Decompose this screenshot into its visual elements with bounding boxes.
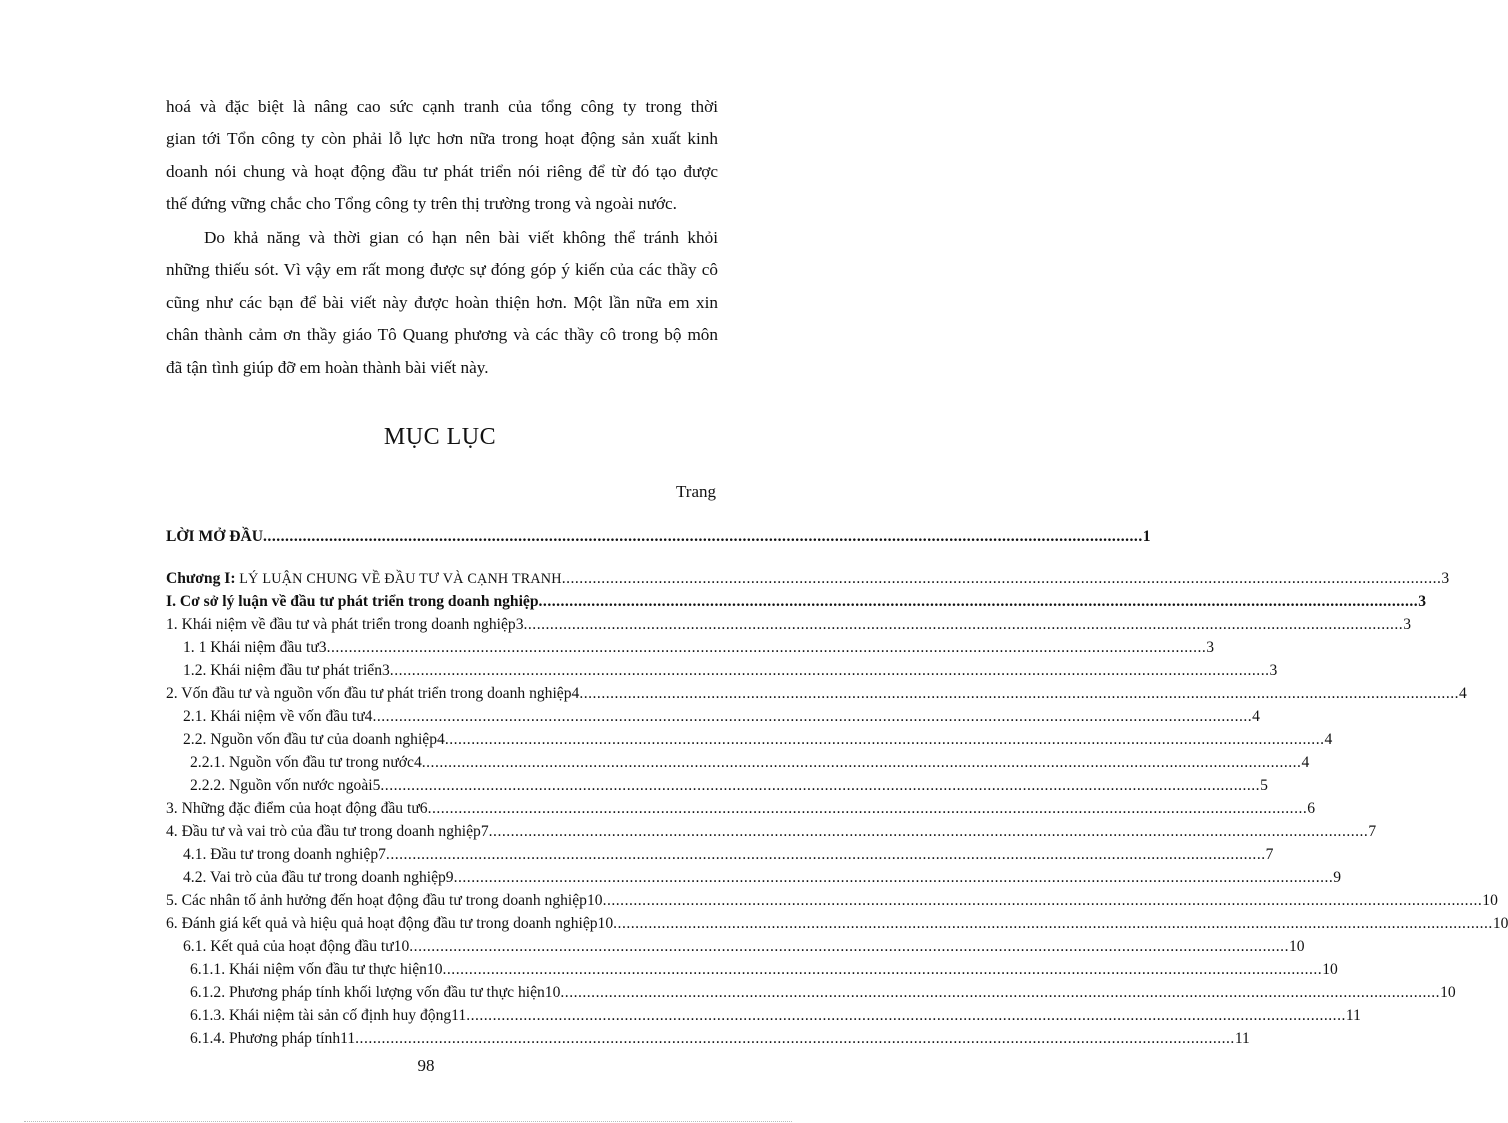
page-number: 98	[417, 1056, 435, 1075]
toc-leader: ........................................................................................................................................................................................................	[409, 938, 1289, 955]
toc-entry[interactable]	[190, 984, 1456, 1008]
toc-entry-page: 7	[1265, 846, 1274, 863]
toc-entry-page: 10	[1492, 915, 1508, 932]
toc-entry-page: 3	[1403, 616, 1411, 633]
paragraph-line: doanh nói chung và hoạt động đầu tư phát triển nói riêng để từ đó tạo được	[166, 161, 718, 181]
toc-entry-page: 1	[1142, 528, 1151, 545]
toc-entry-page: 11	[1234, 1030, 1250, 1047]
toc-entry-text: I. Cơ sở lý luận về đầu tư phát triển trong doanh nghiệp	[166, 593, 539, 610]
toc-entry[interactable]	[190, 777, 1268, 801]
toc-leader: ........................................................................................................................................................................................................	[602, 892, 1483, 909]
toc-leader: ........................................................................................................................................................................................................	[442, 961, 1323, 978]
toc-entry[interactable]	[166, 800, 1316, 824]
toc-entry-page: 10	[1440, 984, 1456, 1001]
toc-entry-text: 1. Khái niệm về đầu tư và phát triển trong doanh nghiệp3	[166, 616, 524, 633]
toc-entry-page: 9	[1333, 869, 1342, 886]
toc-entry[interactable]	[183, 869, 1342, 893]
toc-leader: ........................................................................................................................................................................................................	[326, 639, 1207, 656]
toc-entry-page: 11	[1345, 1007, 1361, 1024]
toc-entry-page: 10	[1322, 961, 1338, 978]
toc-leader: ........................................................................................................................................................................................................	[385, 846, 1266, 863]
toc-entry-page: 5	[1260, 777, 1268, 794]
toc-entry-text: 2.2.1. Nguồn vốn đầu tư trong nước4	[190, 754, 422, 771]
toc-leader: ........................................................................................................................................................................................................	[488, 823, 1369, 840]
toc-entry[interactable]	[183, 639, 1215, 663]
toc-leader: ........................................................................................................................................................................................................	[538, 593, 1419, 610]
toc-entry-text: 6.1.2. Phương pháp tính khối lượng vốn đầu tư thực hiện10	[190, 984, 561, 1001]
page-bottom-rule	[24, 1121, 792, 1122]
toc-entry-page: 3	[1441, 570, 1450, 587]
toc-entry-text: 4.1. Đầu tư trong doanh nghiệp7	[183, 846, 386, 863]
closing-paragraph-2	[166, 222, 718, 384]
toc-leader: ........................................................................................................................................................................................................	[560, 984, 1441, 1001]
toc-entry-page: 3	[1269, 662, 1278, 679]
toc-entry-page: 4	[1324, 731, 1333, 748]
toc-leader: ........................................................................................................................................................................................................	[444, 731, 1325, 748]
toc-entry[interactable]	[166, 685, 1467, 709]
toc-entry-text: 4.2. Vai trò của đầu tư trong doanh nghiệp9	[183, 869, 454, 886]
toc-leader: ........................................................................................................................................................................................................	[466, 1007, 1346, 1024]
toc-entry-text: 2.2.2. Nguồn vốn nước ngoài5	[190, 777, 381, 794]
toc-entry[interactable]	[183, 708, 1260, 732]
toc-leader: ........................................................................................................................................................................................................	[453, 869, 1334, 886]
toc-entry-text: 6.1.1. Khái niệm vốn đầu tư thực hiện10	[190, 961, 443, 978]
toc-entry[interactable]	[183, 846, 1274, 870]
paragraph-line: gian tới Tổn công ty còn phải lỗ lực hơn nữa trong hoạt động sản xuất kinh	[166, 129, 718, 149]
toc-entry-text: 2. Vốn đầu tư và nguồn vốn đầu tư phát triển trong doanh nghiệp4	[166, 685, 580, 702]
toc-entry-text: 2.2. Nguồn vốn đầu tư của doanh nghiệp4	[183, 731, 445, 748]
toc-leader: ........................................................................................................................................................................................................	[380, 777, 1261, 794]
toc-entry[interactable]	[166, 823, 1377, 847]
toc-entry[interactable]	[183, 938, 1305, 962]
toc-leader: ........................................................................................................................................................................................................	[421, 754, 1302, 771]
toc-entry-page: 6	[1307, 800, 1316, 817]
toc-entry-page: 4	[1301, 754, 1310, 771]
toc-entry[interactable]	[183, 662, 1278, 686]
toc-entry-page: 3	[1206, 639, 1215, 656]
toc-entry[interactable]	[166, 892, 1498, 916]
toc-leader: ........................................................................................................................................................................................................	[263, 528, 1143, 545]
toc-entry-text: 6.1.4. Phương pháp tính11	[190, 1030, 356, 1047]
toc-entry[interactable]	[183, 731, 1333, 755]
toc-entry[interactable]	[166, 915, 1508, 939]
paragraph-line: thế đứng vững chắc cho Tổng công ty trên thị trường trong và ngoài nước.	[166, 194, 677, 214]
toc-leader: ........................................................................................................................................................................................................	[372, 708, 1253, 725]
toc-entry-page: 4	[1252, 708, 1260, 725]
toc-entry-text: 6.1. Kết quả của hoạt động đầu tư10	[183, 938, 410, 955]
toc-entry[interactable]	[190, 1030, 1250, 1054]
toc-entry-text: LỜI MỞ ĐẦU	[166, 528, 264, 545]
toc-entry-page: 4	[1459, 685, 1467, 702]
toc-entry-text: 4. Đầu tư và vai trò của đầu tư trong doanh nghiệp7	[166, 823, 489, 840]
toc-entry-page: 10	[1482, 892, 1498, 909]
toc-entry-page: 3	[1418, 593, 1426, 610]
toc-entry[interactable]	[190, 754, 1310, 778]
toc-entry-chapter[interactable]	[166, 570, 1450, 594]
toc-entry-text: 5. Các nhân tố ảnh hưởng đến hoạt động đầu tư trong doanh nghiệp10	[166, 892, 603, 909]
toc-page-column-label: Trang	[676, 482, 716, 501]
toc-leader: ........................................................................................................................................................................................................	[561, 570, 1442, 587]
chapter-prefix: Chương I:	[166, 570, 236, 587]
toc-entry-text: 6. Đánh giá kết quả và hiệu quả hoạt động đầu tư trong doanh nghiệp10	[166, 915, 614, 932]
chapter-title: LÝ LUẬN CHUNG VỀ ĐẦU TƯ VÀ CẠNH TRANH	[235, 571, 562, 587]
toc-entry-intro[interactable]	[166, 528, 1151, 552]
paragraph-line: những thiếu sót. Vì vậy em rất mong được sự đóng góp ý kiến của các thầy cô	[166, 260, 718, 280]
toc-entry[interactable]	[190, 1007, 1361, 1031]
toc-entry-text: 1.2. Khái niệm đầu tư phát triển3	[183, 662, 390, 679]
paragraph-line: đã tận tình giúp đỡ em hoàn thành bài viết này.	[166, 357, 489, 377]
paragraph-line: hoá và đặc biệt là nâng cao sức cạnh tranh của tổng công ty trong thời	[166, 97, 718, 116]
toc-leader: ........................................................................................................................................................................................................	[523, 616, 1404, 633]
toc-entry[interactable]	[166, 616, 1411, 640]
toc-entry[interactable]	[190, 961, 1338, 985]
toc-leader: ........................................................................................................................................................................................................	[389, 662, 1270, 679]
toc-entry-page: 7	[1368, 823, 1377, 840]
paragraph-line: Do khả năng và thời gian có hạn nên bài viết không thể tránh khỏi	[204, 228, 718, 247]
toc-leader: ........................................................................................................................................................................................................	[613, 915, 1493, 932]
toc-entry-text: 1. 1 Khái niệm đầu tư3	[183, 639, 327, 656]
toc-leader: ........................................................................................................................................................................................................	[355, 1030, 1235, 1047]
toc-title: MỤC LỤC	[383, 424, 497, 450]
toc-entry-page: 10	[1288, 938, 1305, 955]
toc-entry-text: 6.1.3. Khái niệm tài sản cố định huy động11	[190, 1007, 467, 1024]
paragraph-line: cũng như các bạn để bài viết này được hoàn thiện hơn. Một lần nữa em xin	[166, 292, 718, 312]
toc-leader: ........................................................................................................................................................................................................	[579, 685, 1460, 702]
paragraph-line: chân thành cảm ơn thầy giáo Tô Quang phương và các thầy cô trong bộ môn	[166, 325, 718, 345]
toc-leader: ........................................................................................................................................................................................................	[427, 800, 1308, 817]
toc-entry-text: 2.1. Khái niệm về vốn đầu tư4	[183, 708, 373, 725]
toc-entry-text: 3. Những đặc điểm của hoạt động đầu tư6	[166, 800, 428, 817]
closing-paragraph-1	[166, 91, 718, 221]
toc-entry[interactable]	[166, 593, 1426, 617]
